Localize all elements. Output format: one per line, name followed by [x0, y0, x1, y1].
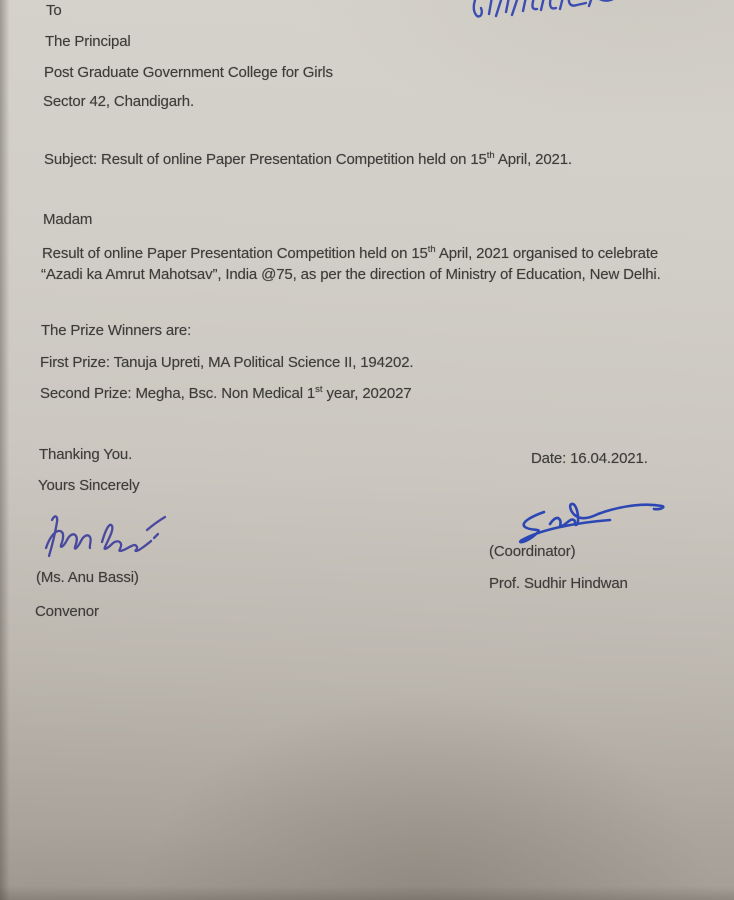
recipient-institution: Post Graduate Government College for Girls: [44, 64, 333, 81]
letter-date: Date: 16.04.2021.: [531, 450, 648, 467]
signature-sudhir-hindwan: [510, 494, 675, 546]
first-prize-line: First Prize: Tanuja Upreti, MA Political Science II, 194202.: [40, 354, 414, 371]
body-line-1-text-end: April, 2021 organised to celebrate: [435, 245, 659, 262]
handwritten-received-date: [468, 0, 618, 23]
right-signatory-name: Prof. Sudhir Hindwan: [489, 575, 628, 592]
second-prize-ordinal: st: [315, 384, 323, 395]
thanking-line: Thanking You.: [39, 446, 133, 463]
second-prize-text-end: year, 202027: [322, 385, 412, 402]
body-line-2: “Azadi ka Amrut Mahotsav”, India @75, as per the direction of Ministry of Education, New Delhi.: [41, 266, 661, 283]
recipient-to: To: [46, 2, 62, 19]
recipient-address: Sector 42, Chandigarh.: [43, 93, 194, 110]
body-line-1: [42, 245, 658, 262]
winners-heading: The Prize Winners are:: [41, 322, 192, 339]
body-line-1-ordinal: th: [427, 244, 436, 255]
subject-line: [44, 151, 572, 168]
subject-text: Subject: Result of online Paper Presentation Competition held on 15: [44, 151, 487, 168]
sign-off-line: Yours Sincerely: [38, 477, 140, 494]
left-signatory-role: Convenor: [35, 603, 99, 620]
salutation: Madam: [43, 211, 93, 228]
right-signatory-role: (Coordinator): [489, 543, 576, 560]
second-prize-line: [40, 385, 411, 402]
recipient-name: The Principal: [45, 33, 131, 50]
second-prize-text: Second Prize: Megha, Bsc. Non Medical 1: [40, 385, 316, 402]
subject-text-end: April, 2021.: [494, 151, 572, 168]
signature-anu-bassi: [42, 504, 172, 562]
left-signatory-name: (Ms. Anu Bassi): [36, 569, 139, 586]
body-line-1-text: Result of online Paper Presentation Competition held on 15: [42, 245, 428, 262]
subject-ordinal: th: [486, 150, 495, 161]
